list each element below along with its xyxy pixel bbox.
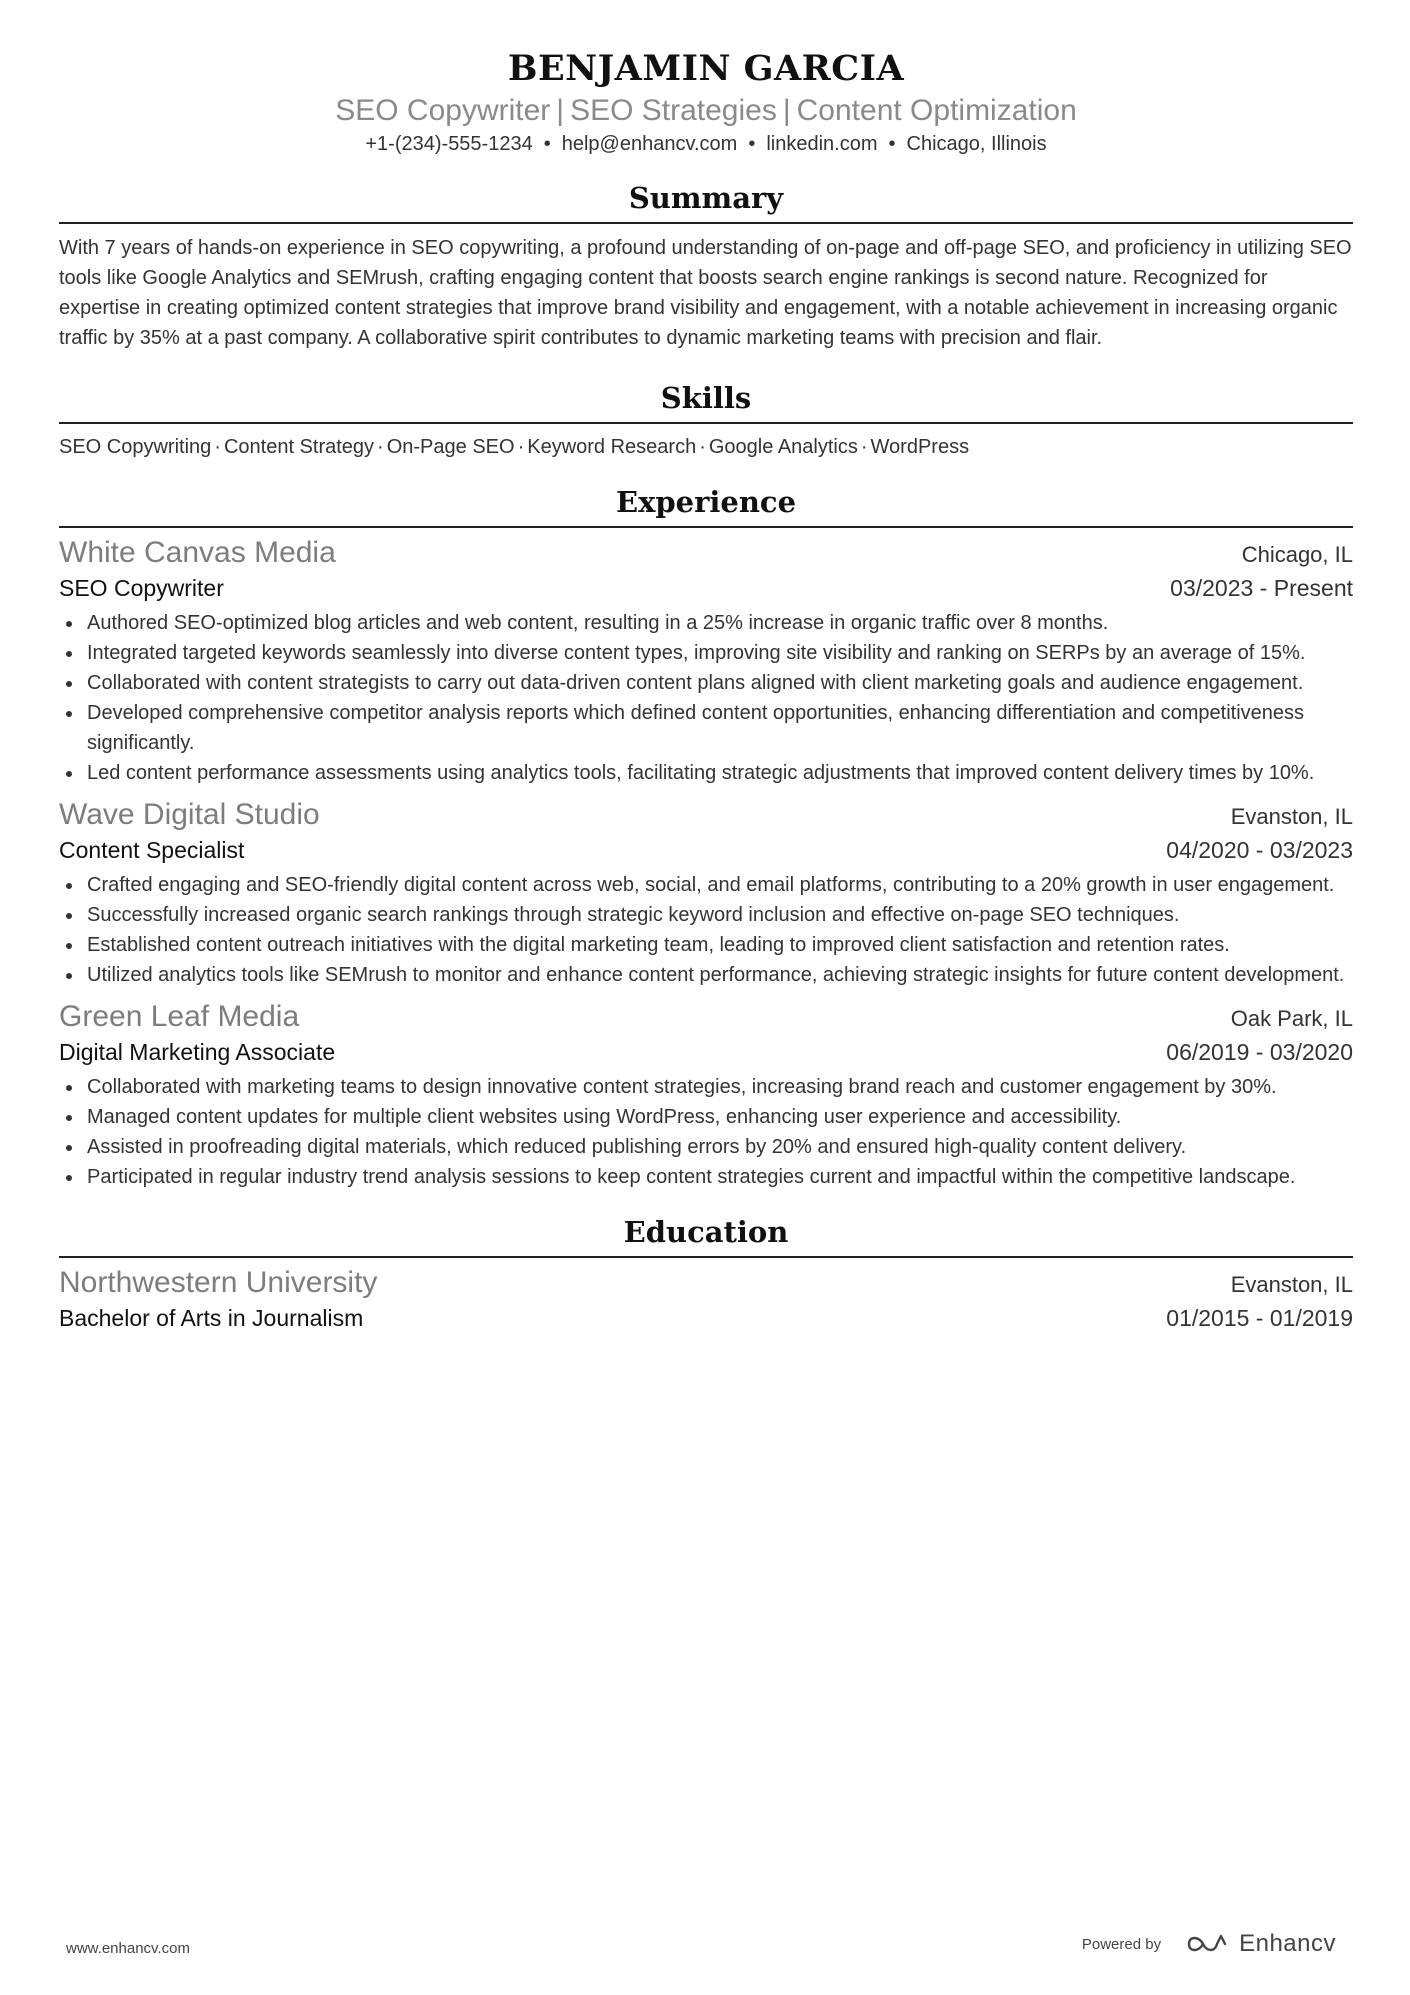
education-heading: Education [623,1215,789,1249]
school-name: Northwestern University [59,1266,378,1299]
powered-by-label: Powered by [1081,1935,1162,1953]
school-location: Evanston, IL [1230,1272,1353,1297]
bullet-item: Collaborated with content strategists to carry out data-driven content plans aligned with client marketing goals and audience engagement. [87,668,1353,698]
linkedin-link[interactable]: linkedin.com [766,133,878,155]
bullet-item: Collaborated with marketing teams to design innovative content strategies, increasing brand reach and customer engagement by 30%. [87,1072,1353,1102]
job-role: Content Specialist [59,837,245,863]
contact-separator: • [748,133,756,155]
enhancv-logo-icon [1185,1932,1231,1956]
skill-separator: · [214,436,221,458]
job-header [59,534,1353,572]
contact-line [59,130,1353,158]
brand-name[interactable]: Enhancv [1239,1930,1336,1957]
skill-item: On-Page SEO [386,436,515,458]
bullet-item: Established content outreach initiatives with the digital marketing team, leading to improved client satisfaction and retention rates. [87,930,1353,960]
bullet-item: Developed comprehensive competitor analysis reports which defined content opportunities, enhancing differentiation and competitiveness significantly. [87,698,1353,758]
tagline-title: SEO Copywriter [335,94,551,127]
skill-separator: · [699,436,706,458]
job-entry [59,796,1353,990]
tagline-title: SEO Strategies [570,94,777,127]
contact-separator: • [888,133,896,155]
education-subheader [59,1302,1353,1334]
section-divider [59,422,1353,424]
skills-heading: Skills [660,381,752,415]
section-divider [59,222,1353,224]
job-subheader [59,572,1353,604]
job-dates: 03/2023 - Present [1170,575,1353,601]
location: Chicago, Illinois [906,133,1047,155]
footer-website-link[interactable]: www.enhancv.com [66,1940,190,1957]
education-header [59,1264,1353,1302]
job-entry [59,998,1353,1192]
summary-heading: Summary [628,181,784,215]
bullet-item: Assisted in proofreading digital materials, which reduced publishing errors by 20% and ensured high-quality content delivery. [87,1132,1353,1162]
bullet-item: Led content performance assessments using analytics tools, facilitating strategic adjustments that improved content delivery times by 10%. [87,758,1353,788]
job-bullets [59,1072,1353,1192]
bullet-item: Crafted engaging and SEO-friendly digital content across web, social, and email platforms, contributing to a 20% growth in user engagement. [87,870,1353,900]
section-divider [59,1256,1353,1258]
phone[interactable]: +1-(234)-555-1234 [365,133,533,155]
email[interactable]: help@enhancv.com [561,133,738,155]
tagline [59,92,1353,130]
bullet-item: Utilized analytics tools like SEMrush to monitor and enhance content performance, achieving strategic insights for future content development. [87,960,1353,990]
job-bullets [59,608,1353,788]
skill-separator: · [377,436,384,458]
skill-item: SEO Copywriting [59,436,212,458]
tagline-title: Content Optimization [796,94,1077,127]
job-subheader [59,1036,1353,1068]
skills-list [59,432,1353,462]
contact-separator: • [543,133,551,155]
job-header [59,998,1353,1036]
job-role: SEO Copywriter [59,575,224,601]
skill-item: Keyword Research [527,436,697,458]
experience-heading: Experience [615,485,797,519]
tagline-separator: | [556,94,565,127]
resume-page [59,0,1353,1334]
job-dates: 04/2020 - 03/2023 [1166,837,1353,863]
education-dates: 01/2015 - 01/2019 [1166,1305,1353,1331]
bullet-item: Participated in regular industry trend analysis sessions to keep content strategies current and impactful within the competitive landscape. [87,1162,1353,1192]
skill-item: Content Strategy [223,436,375,458]
company-name: Green Leaf Media [59,1000,300,1033]
job-location: Chicago, IL [1241,542,1353,567]
company-name: White Canvas Media [59,536,336,569]
skill-item: Google Analytics [708,436,858,458]
job-bullets [59,870,1353,990]
bullet-item: Successfully increased organic search rankings through strategic keyword inclusion and effective on-page SEO techniques. [87,900,1353,930]
job-role: Digital Marketing Associate [59,1039,336,1065]
job-dates: 06/2019 - 03/2020 [1166,1039,1353,1065]
job-location: Oak Park, IL [1230,1006,1353,1031]
job-subheader [59,834,1353,866]
candidate-name: BENJAMIN GARCIA [507,48,905,89]
bullet-item: Authored SEO-optimized blog articles and web content, resulting in a 25% increase in organic traffic over 8 months. [87,608,1353,638]
skill-item: WordPress [870,436,970,458]
company-name: Wave Digital Studio [59,798,320,831]
tagline-separator: | [782,94,791,127]
skill-separator: · [517,436,525,458]
skill-separator: · [860,436,868,458]
bullet-item: Managed content updates for multiple client websites using WordPress, enhancing user experience and accessibility. [87,1102,1353,1132]
degree: Bachelor of Arts in Journalism [59,1305,364,1331]
job-entry [59,534,1353,788]
summary-text: With 7 years of hands-on experience in SEO copywriting, a profound understanding of on-page and off-page SEO, and proficiency in utilizing SEO tools like Google Analytics and SEMrush, crafting engaging content that boosts search engine rankings is second nature. Recognized for expertise in creating optimized content strategies that improve brand visibility and engagement, with a notable achievement in increasing organic traffic by 35% at a past company. A collaborative spirit contributes to dynamic marketing teams with precision and flair. [59,237,1352,349]
bullet-item: Integrated targeted keywords seamlessly into diverse content types, improving site visibility and ranking on SERPs by an average of 15%. [87,638,1353,668]
section-divider [59,526,1353,528]
footer-branding [1082,1930,1336,1958]
job-header [59,796,1353,834]
job-location: Evanston, IL [1230,804,1353,829]
education-entry [59,1264,1353,1334]
